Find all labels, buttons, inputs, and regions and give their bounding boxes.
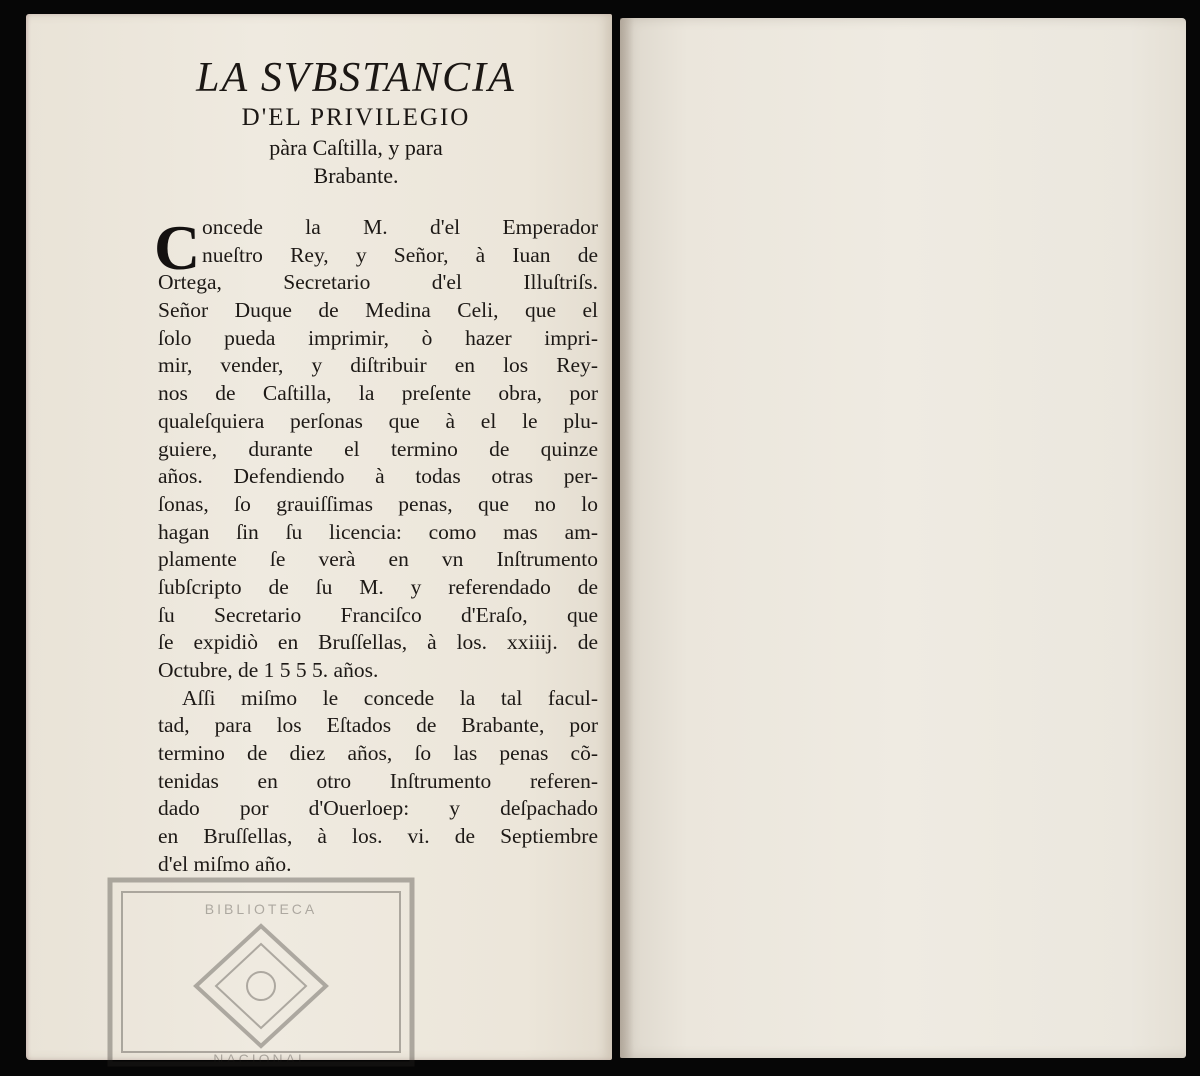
text-line: d'el miſmo año. [158,851,292,876]
text-line: dado por d'Ouerloep: y deſpachado [158,796,598,821]
text-line: mir, vender, y diſtribuir en los Rey- [158,353,598,378]
right-page-blank [620,18,1186,1058]
text-line: en Bruſſellas, à los. vi. de Septiembre [158,824,598,849]
text-line: guiere, durante el termino de quinze [158,436,598,461]
text-line: tad, para los Eſtados de Brabante, por [158,713,598,738]
text-line: años. Defendiendo à todas otras per- [158,464,598,489]
text-line: ſe expidiò en Bruſſellas, à los. xxiiij. de [158,630,598,655]
text-line: ſonas, ſo grauiſſimas penas, que no lo [158,491,598,516]
left-page [26,14,612,1067]
stamp-text-bottom: NACIONAL [213,1051,309,1067]
privilege-text [154,212,598,879]
title-block [156,54,556,190]
text-line: Ortega, Secretario d'el Illuſtriſs. [158,270,598,295]
library-stamp [104,874,418,1070]
text-line: oncede la M. d'el Emperador [202,215,598,239]
stamp-emblem [247,972,275,1000]
title-line-1: LA SVBSTANCIA [196,55,516,101]
text-line: ſubſcripto de ſu M. y referendado de [158,574,598,599]
title-line-2: D'EL PRIVILEGIO [241,104,471,131]
text-line: ſu Secretario Franciſco d'Eraſo, que [158,602,598,627]
stamp-text-top: BIBLIOTECA [204,901,318,917]
title-line-4: Brabante. [313,163,399,188]
text-line: Señor Duque de Medina Celi, que el [158,298,598,323]
text-line: nueſtro Rey, y Señor, à Iuan de [202,242,598,267]
text-line: tenidas en otro Inſtrumento referen- [158,768,598,793]
text-line: qualeſquiera perſonas que à el le plu- [158,408,598,433]
text-line: Octubre, de 1 5 5 5. años. [158,658,379,682]
gutter-crease [620,18,634,1058]
title-line-3: pàra Caſtilla, y para [269,135,443,160]
text-line: nos de Caſtilla, la preſente obra, por [158,381,598,406]
text-line: termino de diez años, ſo las penas cõ- [158,741,598,766]
text-line: Aſſi miſmo le concede la tal facul- [182,685,598,710]
drop-cap-initial: C [154,212,201,283]
text-line: plamente ſe verà en vn Inſtrumento [158,547,598,572]
text-line: hagan ſin ſu licencia: como mas am- [158,519,598,544]
text-line: ſolo pueda imprimir, ò hazer impri- [158,325,598,350]
